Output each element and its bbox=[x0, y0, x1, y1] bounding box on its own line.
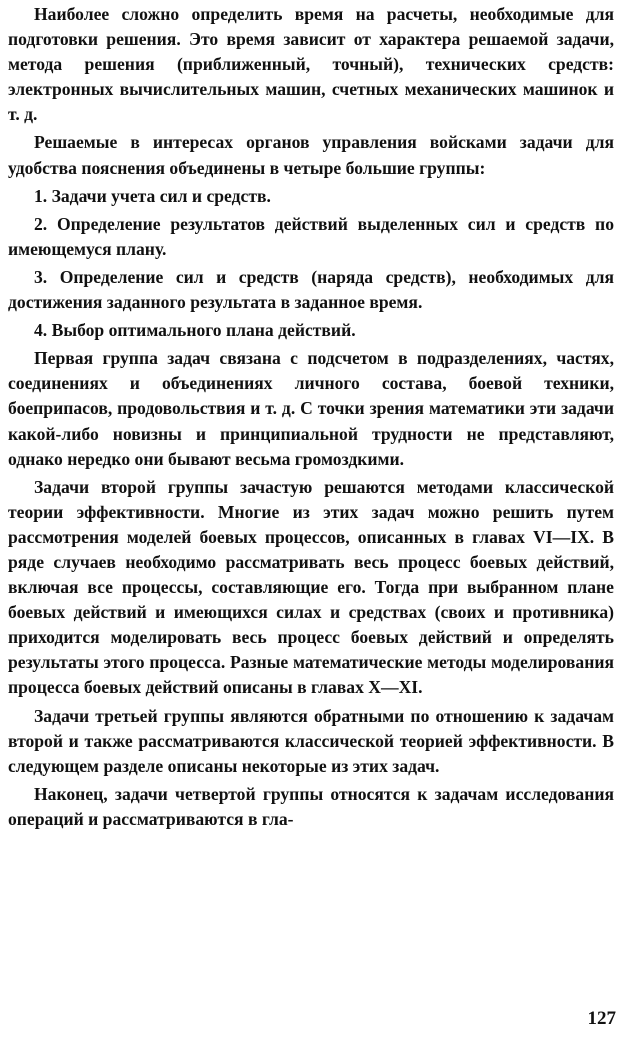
book-page bbox=[8, 2, 614, 1042]
list-item-1: 1. Задачи учета сил и средств. bbox=[34, 185, 271, 206]
paragraph-second-group: Задачи второй группы зачастую решаются методами классической теории эффективности. Многие из этих задач можно решить путем рассмотрения моделей боевых процессов, описанных в главах VI—IX. В ряде случаев необходимо рассматривать весь процесс боевых действий, включая все процессы, составляющие его. Тогда при выбранном плане боевых действий и имеющихся силах и средствах (своих и противника) приходится моделировать весь процесс боевых действий и определять результаты этого процесса. Разные математические методы моделирования процесса боевых действий описаны в главах X—XI. bbox=[8, 476, 614, 698]
paragraph-third-group: Задачи третьей группы являются обратными по отношению к задачам второй и также рассматриваются классической теорией эффективности. В следующем разделе описаны некоторые из этих задач. bbox=[8, 705, 614, 776]
list-item-2: 2. Определение результатов действий выделенных сил и средств по имеющемуся плану. bbox=[8, 213, 614, 259]
paragraph-time-estimation: Наиболее сложно определить время на расчеты, необходимые для подготовки решения. Это время зависит от характера решаемой задачи, метода решения (приближенный, точный), технических средств: электронных вычислительных машин, счетных механических машинок и т. д. bbox=[8, 4, 614, 125]
list-item-3: 3. Определение сил и средств (наряда средств), необходимых для достижения заданного результата в заданное время. bbox=[8, 266, 614, 313]
paragraph-task-groups-intro: Решаемые в интересах органов управления войсками задачи для удобства пояснения объединены в четыре большие группы: bbox=[8, 132, 614, 178]
page-number: 127 bbox=[587, 1008, 616, 1029]
paragraph-first-group: Первая группа задач связана с подсчетом в подразделениях, частях, соединениях и объединениях личного состава, боевой техники, боеприпасов, продовольствия и т. д. С точки зрения математики эти задачи какой-либо новизны и принципиальной трудности не представляют, однако нередко они бывают весьма громоздкими. bbox=[8, 348, 614, 469]
list-item-4: 4. Выбор оптимального плана действий. bbox=[34, 320, 356, 341]
paragraph-fourth-group: Наконец, задачи четвертой группы относятся к задачам исследования операций и рассматриваются в гла- bbox=[8, 783, 614, 829]
